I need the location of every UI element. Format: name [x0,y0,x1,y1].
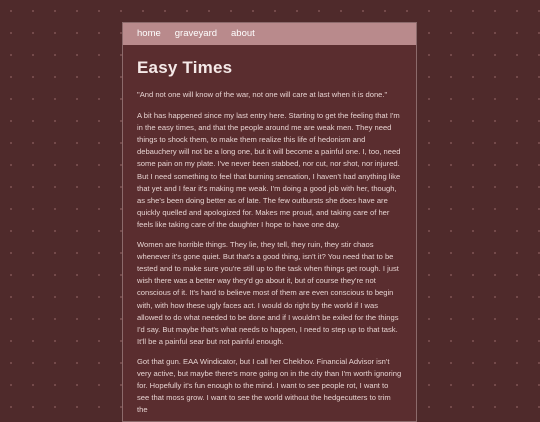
nav-link-home[interactable]: home [137,28,161,39]
post-epigraph: "And not one will know of the war, not one will care at last when it is done." [137,90,388,99]
post-paragraph-1: A bit has happened since my last entry here. Starting to get the feeling that I'm in the easy times, and that the people around me are weak men. They need things to shock them, to make them realize this life of hedonism and debauchery will not be a long one, but it will become a painful one. I, too, need some pain on my plate. I've never been stabbed, nor cut, nor shot, nor injured. But I need something to feel that burning sensation, I haven't had anything like that yet and I fear it's making me weak. I'm doing a good job with her, though, as she's been doing better as of late. The few outbursts she does have are quickly quelled and apologized for. Makes me proud, and taking care of her feels like taking care of the daughter I hope to have one day. [137,111,401,229]
blog-page [122,22,417,422]
nav-link-about[interactable]: about [231,28,255,39]
nav-link-graveyard[interactable]: graveyard [174,28,218,39]
top-nav [123,23,416,45]
post-title: Easy Times [137,58,233,77]
post-paragraph-2: Women are horrible things. They lie, they tell, they ruin, they stir chaos whenever it's gone quiet. But that's a good thing, isn't it? You need that to be tested and to make sure you're still up to the task when things get rough. I just wish there was a better way they'd go about it, but of course they're not conscious of it. It's hard to believe most of them are even conscious to begin with, with how these ugly faces act. I would do right by the world if I was allowed to do what needed to be done and if I wouldn't be exiled for the things I'd say. But maybe that's what needs to happen, I need to step up to that task. It'll be a painful sear but not painful enough. [137,240,399,346]
post-content [123,45,416,416]
post-paragraph-3: Got that gun. EAA Windicator, but I call her Chekhov. Financial Advisor isn't very active, but maybe there's more going on in the city than I'm worth ignoring for. Hopefully it's fun enough to the mind. I want to see people rot, I want to see that moss grow. I want to see the world without the hedgecutters to trim the [137,356,402,415]
